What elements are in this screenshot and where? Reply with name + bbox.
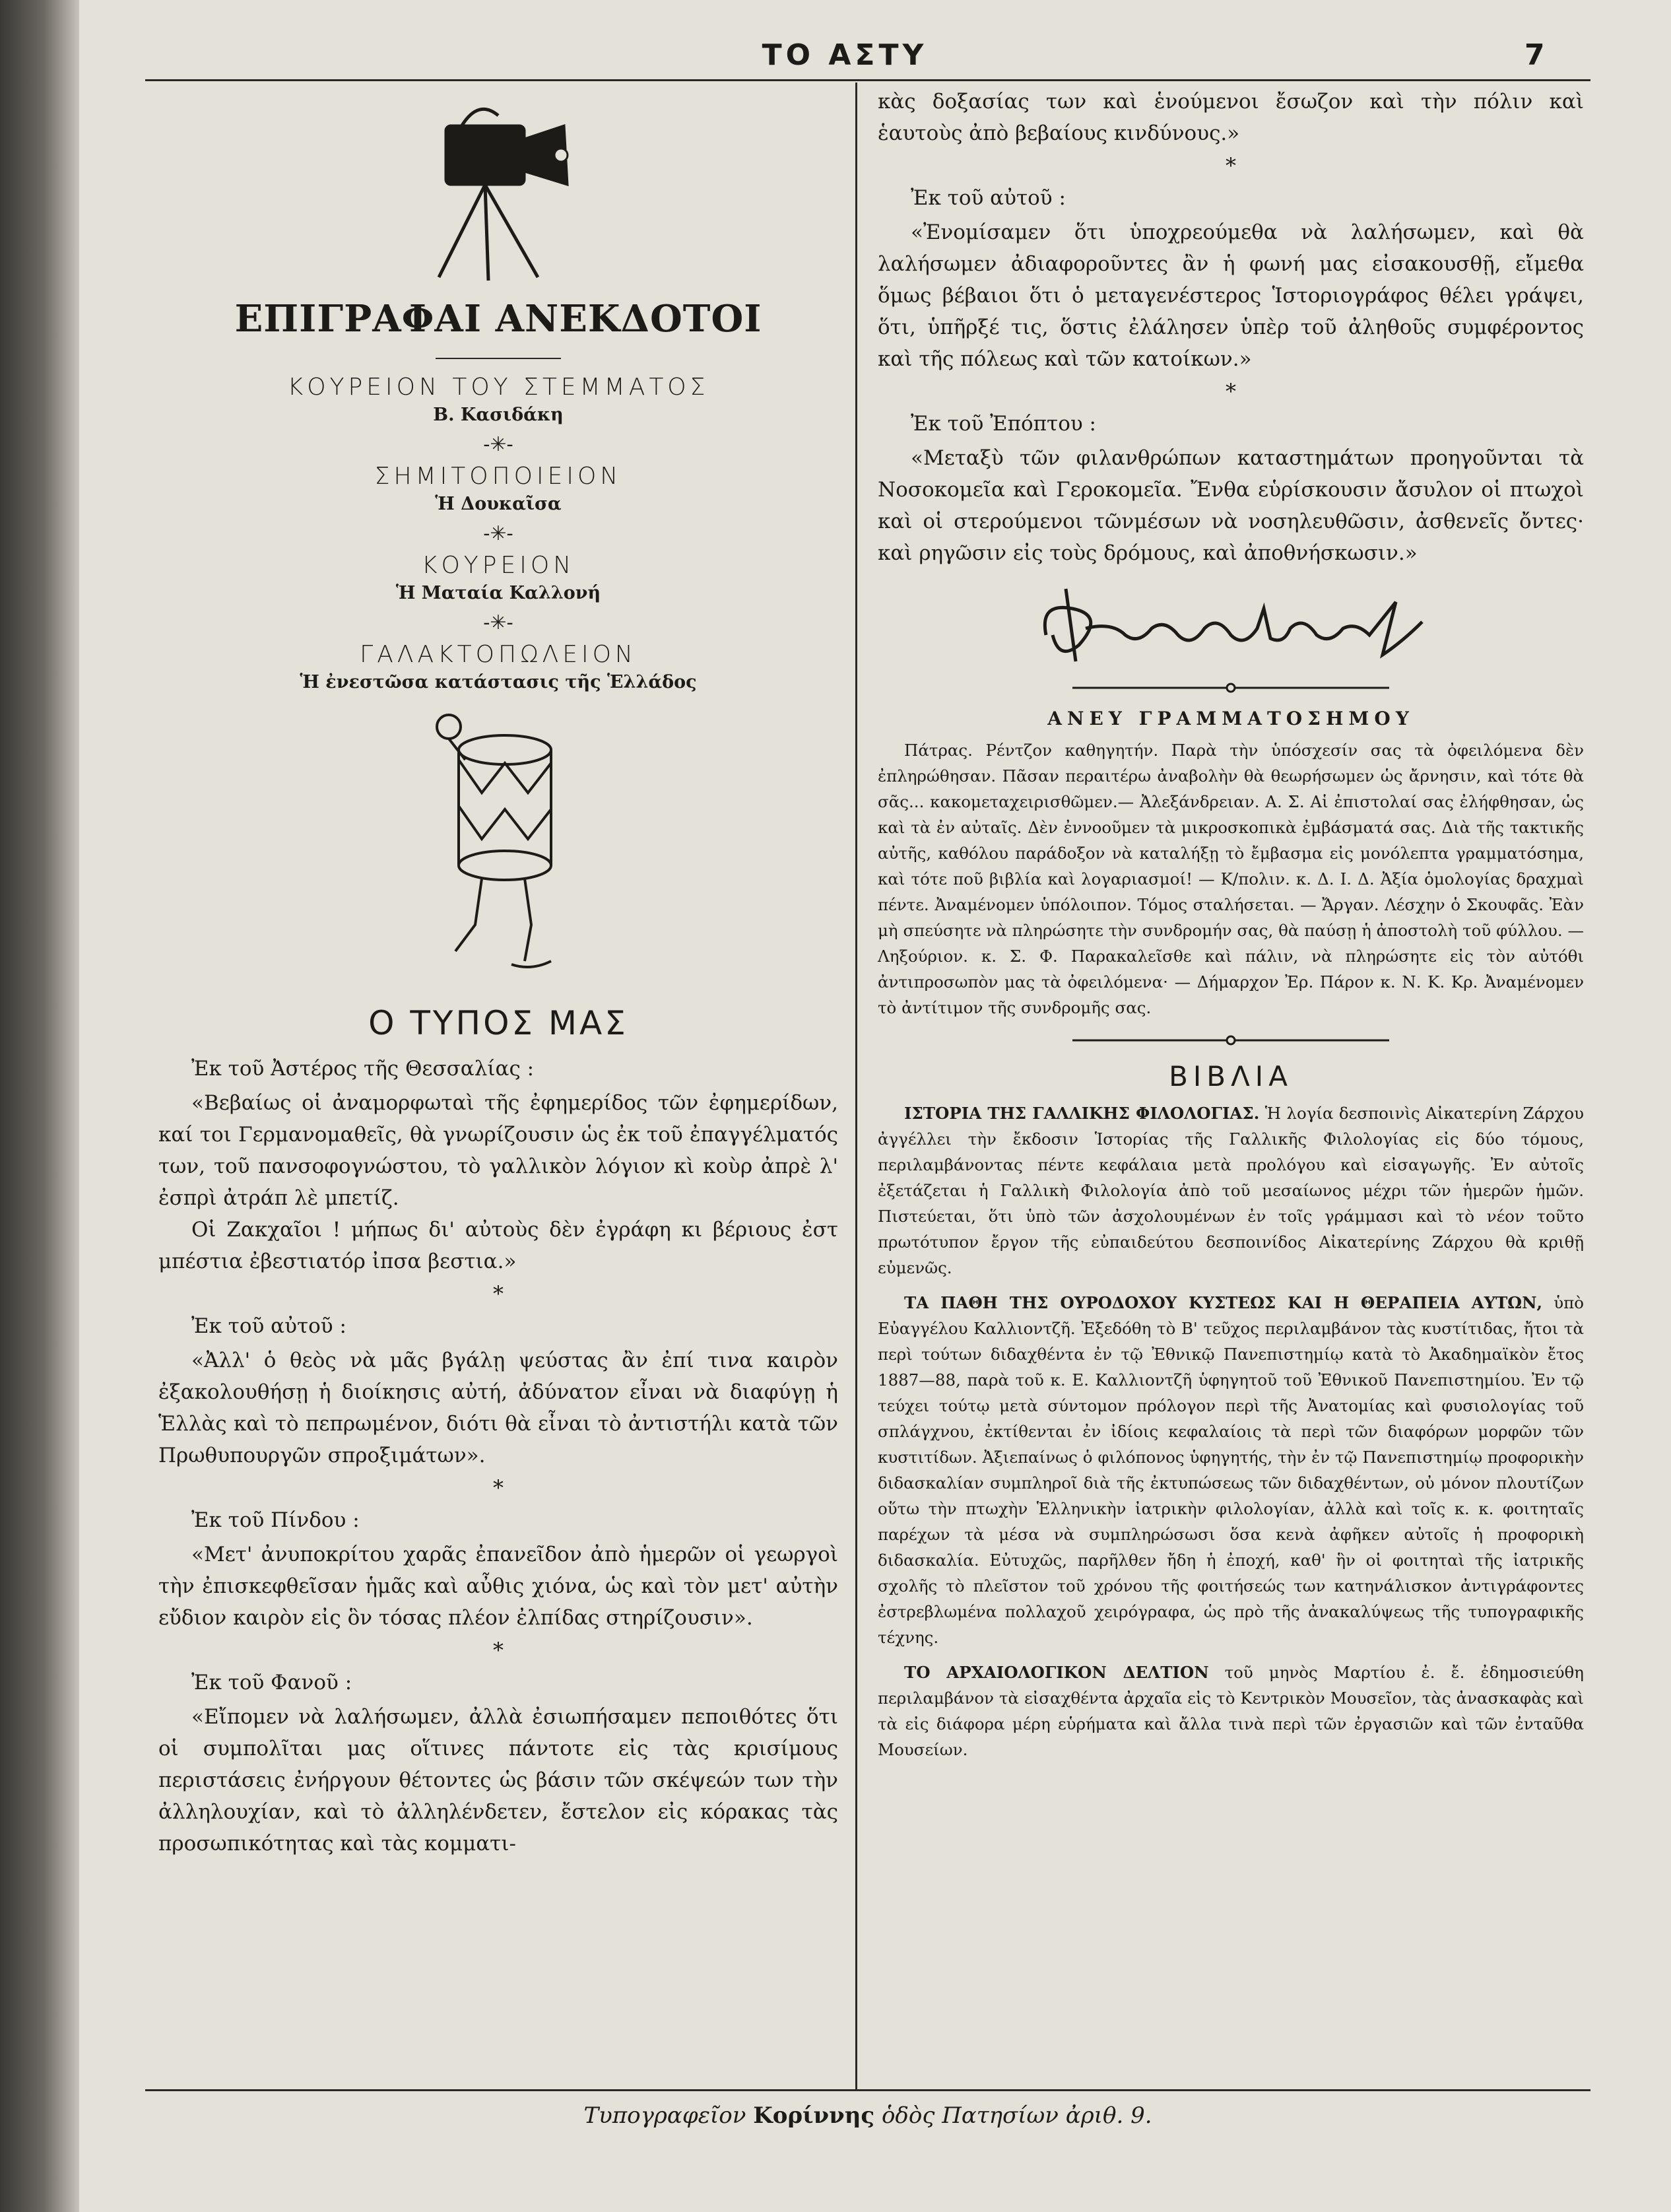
press-quote-5: «Ἐνομίσαμεν ὅτι ὑποχρεούμεθα νὰ λαλήσωμεν, καὶ θὰ λαλήσωμεν ἀδιαφοροῦντες ἂν ἡ φωνή μας εἰσακουσθῇ, εἴμεθα ὅμως βέβαιοι ὅτι ὁ μεταγενέστερος Ἱστοριογράφος θέλει γράψει, ὅτι, ὑπῆρξέ τις, ὅστις ἐλάλησεν ὑπὲρ τοῦ ἀληθοῦς συμφέροντος καὶ τῆς πόλεως καὶ τῶν κατοίκων.» bbox=[878, 220, 1584, 371]
press-quote-2: «Ἀλλ' ὁ θεὸς νὰ μᾶς βγάλῃ ψεύστας ἂν ἐπί τινα καιρὸν ἐξακολουθήσῃ ἡ διοίκησις αὐτή, ἀδύνατον εἶναι νὰ διαφύγῃ ἡ Ἑλλὰς καὶ τὸ πεπρωμένον, διότι θὰ εἶναι τὸ ἀντιστήλι κατὰ τῶν Πρωθυπουργῶν σπροξιμάτων». bbox=[158, 1349, 838, 1467]
header-rule bbox=[145, 79, 1590, 81]
sign-head-1: ΚΟΥΡΕΙΟΝ ΤΟΥ ΣΤΕΜΜΑΤΟΣ bbox=[287, 374, 709, 401]
star-separator: * bbox=[493, 1475, 504, 1500]
printer-footer bbox=[145, 2102, 1590, 2129]
press-source-5: Ἐκ τοῦ αὐτοῦ : bbox=[911, 186, 1066, 210]
footer-suffix: ὁδὸς Πατησίων ἀριθ. 9. bbox=[881, 2102, 1152, 2129]
signature bbox=[1026, 582, 1435, 668]
star-separator: * bbox=[1226, 379, 1236, 404]
left-column bbox=[158, 86, 838, 1860]
sign-separator: -✳- bbox=[483, 522, 513, 545]
binding-shadow bbox=[0, 0, 79, 2212]
sign-sub-4: Ἡ ἐνεστῶσα κατάστασις τῆς Ἑλλάδος bbox=[300, 672, 697, 692]
newspaper-title: ΤΟ ΑΣΤΥ bbox=[762, 38, 928, 72]
drum-illustration bbox=[419, 700, 577, 978]
sign-sub-2: Ἡ Δουκαῖσα bbox=[435, 494, 562, 514]
no-stamp-heading: ΑΝΕΥ ΓΡΑΜΜΑΤΟΣΗΜΟΥ bbox=[1047, 708, 1414, 729]
camera-illustration bbox=[399, 86, 597, 284]
sign-head-2: ΣΗΜΙΤΟΠΟΙΕΙΟΝ bbox=[374, 463, 622, 490]
right-column bbox=[878, 86, 1584, 1762]
book-entry-3 bbox=[878, 1659, 1584, 1762]
sign-separator: -✳- bbox=[483, 433, 513, 456]
ornament-rule bbox=[1072, 1034, 1389, 1047]
title-rule bbox=[436, 358, 561, 359]
press-quote-4: «Εἴπομεν νὰ λαλήσωμεν, ἀλλὰ ἐσιωπήσαμεν πεποιθότες ὅτι οἱ συμπολῖται μας οἵτινες πάντοτε εἰς τὰς κρισίμους περιστάσεις ἐνήργουν θέτοντες ὡς βάσιν τῶν σκέψεών των τὴν ἀλληλουχίαν, καὶ τὸ ἀλληλένδετεν, ἔστελον εἰς κόρακας τὰς προσωπικότητας καὶ τὰς κομματι- bbox=[158, 1705, 838, 1856]
press-source-1: Ἐκ τοῦ Ἀστέρος τῆς Θεσσαλίας : bbox=[191, 1057, 535, 1081]
press-source-6: Ἐκ τοῦ Ἐπόπτου : bbox=[911, 412, 1096, 436]
page-number: 7 bbox=[1524, 38, 1545, 72]
sign-separator: -✳- bbox=[483, 611, 513, 634]
book-title-3: ΤΟ ΑΡΧΑΙΟΛΟΓΙΚΟΝ ΔΕΛΤΙΟΝ bbox=[904, 1663, 1209, 1682]
sign-sub-3: Ἡ Ματαία Καλλονή bbox=[395, 583, 601, 603]
star-separator: * bbox=[493, 1638, 504, 1663]
footer-bold: Κορίννης bbox=[753, 2102, 875, 2129]
book-entry-2 bbox=[878, 1290, 1584, 1650]
book-text-3: τοῦ μηνὸς Μαρτίου ἐ. ἔ. ἐδημοσιεύθη περιλαμβάνον τὰ εἰσαχθέντα ἀρχαῖα εἰς τὸ Κεντρικὸν Μουσεῖον, τὰς ἀνασκαφὰς καὶ τὰ εἰς διάφορα μέρη εὑρήματα καὶ ἄλλα τινὰ περὶ τῶν ἐργασιῶν καὶ τῶν ἐνταῦθα Μουσείων. bbox=[878, 1663, 1584, 1759]
inscriptions-title: ΕΠΙΓΡΑΦΑΙ ΑΝΕΚΔΟΤΟΙ bbox=[234, 297, 762, 341]
star-separator: * bbox=[1226, 153, 1236, 178]
sign-head-3: ΚΟΥΡΕΙΟΝ bbox=[421, 552, 575, 579]
star-separator: * bbox=[493, 1281, 504, 1306]
book-entry-1 bbox=[878, 1100, 1584, 1281]
press-quote-1: «Βεβαίως οἱ ἀναμορφωταὶ τῆς ἐφημερίδος τῶν ἐφημερίδων, καί τοι Γερμανομαθεῖς, θὰ γνωρίζουσιν ὡς ἐκ τοῦ ἐπαγγέλματός των, τοῦ πανσοφογνώστου, τὸ γαλλικὸν λόγιον κὶ κοὺρ ἀπρὲ λ' ἐσπρὶ ἀτράπ λὲ μπετίζ. bbox=[158, 1091, 838, 1210]
sign-sub-1: Β. Κασιδάκη bbox=[433, 405, 564, 425]
book-text-1: Ἡ λογία δεσποινὶς Αἰκατερίνη Ζάρχου ἀγγέλλει τὴν ἔκδοσιν Ἱστορίας τῆς Γαλλικῆς Φιλολογίας εἰς δύο τόμους, περιλαμβάνοντας πέντε κεφάλαια μετὰ προλόγου καὶ εἰσαγωγῆς. Ἐν αὐτοῖς ἐξετάζεται ἡ Γαλλικὴ Φιλολογία ἀπὸ τοῦ μεσαίωνος μέχρι τῶν ἡμερῶν ἡμῶν. Πιστεύεται, ὅτι ὑπὸ τῶν ἀσχολουμένων ἐν τοῖς γράμμασι καὶ τὸ νέον τοῦτο πρωτότυπον ἔργον τῆς εὐπαιδεύτου δεσποινίδος Αἰκατερίνης Ζάρχου θὰ κριθῇ εὐμενῶς. bbox=[878, 1104, 1585, 1277]
no-stamp-notices: Πάτρας. Ρέντζον καθηγητήν. Παρὰ τὴν ὑπόσχεσίν σας τὰ ὀφειλόμενα δὲν ἐπληρώθησαν. Πᾶσαν περαιτέρω ἀναβολὴν θὰ θεωρήσωμεν ὡς ἄρνησιν, καὶ τότε θὰ σᾶς... κακομεταχειρισθῶμεν.— Ἀλεξάνδρειαν. Α. Σ. Αἱ ἐπιστολαί σας ἐλήφθησαν, ὡς καὶ τὰ ἐν αὐταῖς. Δὲν ἐννοοῦμεν τὰ μικροσκοπικὰ ἐμβάσματά σας. Διὰ τῆς τακτικῆς αὐτῆς, καθόλου παράδοξον νὰ καταλήξῃ τὸ ἔμβασμα εἰς μονόλεπτα γραμματόσημα, καὶ τότε ποῦ βιβλία καὶ λογαριασμοί! — Κ/πολιν. κ. Δ. Ι. Δ. Ἀξία ὁμολογίας δραχμαὶ πέντε. Ἀναμένομεν ὑπόλοιπον. Τόμος σταλήσεται. — Ἄργαν. Λέσχην ὁ Σκουφᾶς. Ἐὰν μὴ σπεύσητε νὰ πληρώσητε τὴν συνδρομήν σας, θὰ παύσῃ ἡ ἀποστολὴ τοῦ φύλλου. — Ληξούριον. κ. Σ. Φ. Παρακαλεῖσθε καὶ πάλιν, νὰ πληρώσητε εἰς τὸν αὐτόθι ἀντιπροσωπὸν μας τὰ ὀφειλόμενα· — Δήμαρχον Ἐρ. Πάρον κ. Ν. Κ. Κρ. Ἀναμένομεν τὸ ἀντίτιμον τῆς συνδρομῆς σας. bbox=[878, 741, 1584, 1017]
ornament-rule bbox=[1072, 681, 1389, 694]
press-source-4: Ἐκ τοῦ Φανοῦ : bbox=[191, 1671, 352, 1694]
book-title-1: ΙΣΤΟΡΙΑ ΤΗΣ ΓΑΛΛΙΚΗΣ ΦΙΛΟΛΟΓΙΑΣ. bbox=[904, 1104, 1260, 1123]
press-quote-1-cont: Οἱ Ζακχαῖοι ! μήπως δι' αὐτοὺς δὲν ἐγράφη κι βέριους ἐστ μπέστια ἐβεστιατόρ ἰπσα βεστια.» bbox=[158, 1218, 838, 1273]
book-title-2: ΤΑ ΠΑΘΗ ΤΗΣ ΟΥΡΟΔΟΧΟΥ ΚΥΣΤΕΩΣ ΚΑΙ Η ΘΕΡΑΠΕΙΑ ΑΥΤΩΝ, bbox=[904, 1293, 1543, 1312]
press-source-3: Ἐκ τοῦ Πίνδου : bbox=[191, 1508, 360, 1532]
continuation-text: κὰς δοξασίας των καὶ ἑνούμενοι ἔσωζον καὶ τὴν πόλιν καὶ ἑαυτοὺς ἀπὸ βεβαίους κινδύνους.» bbox=[878, 90, 1584, 145]
books-title: ΒΙΒΛΙΑ bbox=[1169, 1060, 1293, 1092]
press-quote-3: «Μετ' ἀνυποκρίτου χαρᾶς ἐπανεῖδον ἀπὸ ἡμερῶν οἱ γεωργοὶ τὴν ἐπισκεφθεῖσαν ἡμᾶς καὶ αὖθις χιόνα, ὡς καὶ τὸν μετ' αὐτὴν εὔδιον καιρὸν εἰς ὃν τόσας πλέον ἐλπίδας στηρίζουσιν». bbox=[158, 1543, 838, 1630]
press-quote-6: «Μεταξὺ τῶν φιλανθρώπων καταστημάτων προηγοῦνται τὰ Νοσοκομεῖα καὶ Γεροκομεῖα. Ἔνθα εὑρίσκουσιν ἄσυλον οἱ πτωχοὶ καὶ οἱ στερούμενοι τῶνμέσων νὰ νοσηλευθῶσιν, ἀσθενεῖς ὄντες· καὶ ρηγῶσιν εἰς τοὺς δρόμους, καὶ ἀποθνήσκωσιν.» bbox=[878, 446, 1584, 565]
column-rule bbox=[855, 83, 857, 2089]
footer-prefix: Τυπογραφεῖον bbox=[583, 2102, 746, 2129]
sign-head-4: ΓΑΛΑΚΤΟΠΩΛΕΙΟΝ bbox=[360, 641, 637, 668]
book-text-2: ὑπὸ Εὐαγγέλου Καλλιοντζῆ. Ἐξεδόθη τὸ Β' τεῦχος περιλαμβάνον τὰς κυστίτιδας, ἤτοι τὰ περὶ τούτων διδαχθέντα ἐν τῷ Ἐθνικῷ Πανεπιστημίῳ κατὰ τὸ Ἀκαδημαϊκὸν ἔτος 1887—88, παρὰ τοῦ κ. Ε. Καλλιοντζῆ ὑφηγητοῦ τοῦ Ἐθνικοῦ Πανεπιστημίου. Ἐν τῷ τεύχει τούτῳ μετὰ σύντομον πρόλογον περὶ τῆς Ἀνατομίας καὶ φυσιολογίας τοῦ σπλάγχνου, ἐκτίθενται ἐν ἰδίοις κεφαλαίοις τὰ περὶ τῶν διαφόρων μορφῶν τῶν κυστιτίδων. Ἀξιεπαίνως ὁ φιλόπονος ὑφηγητής, τὴν ἐν τῷ Πανεπιστημίῳ προφορικὴν διδασκαλίαν συμπληροῖ διὰ τῆς ἐκτυπώσεως τῶν διδαχθέντων, οὐ μόνον πλουτίζων οὕτω τὴν πτωχὴν Ἑλληνικὴν ἰατρικὴν φιλολογίαν, ἀλλὰ καὶ τοῖς κ. κ. φοιτηταῖς παρέχων τὰ μέσα νὰ συμπληρώσωσι ὅσα κενὰ ἀφῆκεν αὐτοῖς ἡ προφορικὴ διδασκαλία. Εὐτυχῶς, παρῆλθεν ἤδη ἡ ἐποχή, καθ' ἣν οἱ φοιτηταὶ τῆς ἰατρικῆς σχολῆς τὸ πλεῖστον τοῦ χρόνου τῆς φοιτήσεώς των κατηνάλισκον ἀντιγράφοντες ἐστρεβλωμένα πολλαχοῦ χειρόγραφα, ὡς πρὸ τῆς ἀνακαλύψεως τῆς τυπογραφικῆς τέχνης. bbox=[878, 1293, 1584, 1647]
press-title: Ο ΤΥΠΟΣ ΜΑΣ bbox=[368, 1004, 628, 1042]
footer-rule bbox=[145, 2089, 1590, 2091]
press-source-2: Ἐκ τοῦ αὐτοῦ : bbox=[191, 1314, 346, 1338]
